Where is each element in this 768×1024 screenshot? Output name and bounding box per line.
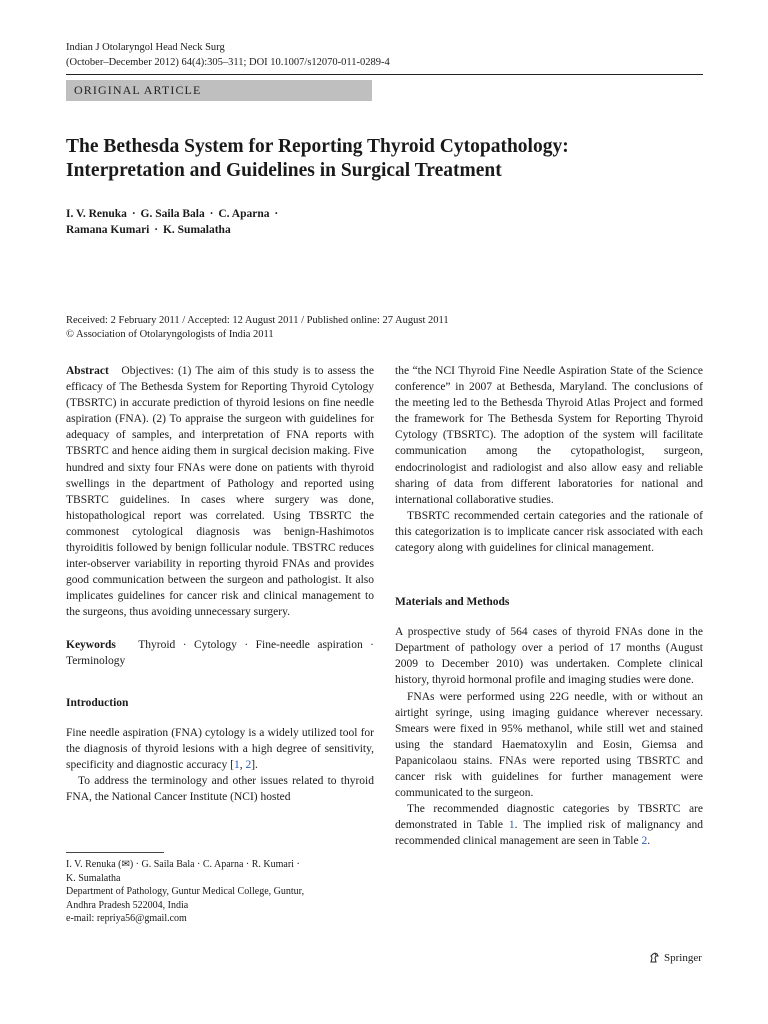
footnote-authors-line-2: K. Sumalatha — [66, 872, 121, 884]
methods-paragraph-2: FNAs were performed using 22G needle, with or without an airtight syringe, using imaging guidance wherever necessary. Smears were fixed in 95% methanol, while still wet and stained using the standard Haematoxylin and Eosin, Giemsa and Papanicolaou stains. FNAs were reported using TBSRTC and cancer risk with guidelines for further management were communicated to the surgeon. — [395, 690, 703, 800]
author-list: I. V. Renuka · G. Saila Bala · C. Aparna · Ramana Kumari · K. Sumalatha — [66, 208, 279, 236]
journal-citation: (October–December 2012) 64(4):305–311; DOI 10.1007/s12070-011-0289-4 — [66, 57, 390, 68]
footnote-divider — [66, 852, 164, 853]
introduction-paragraph-1: Fine needle aspiration (FNA) cytology is a widely utilized tool for the diagnosis of thyroid lesions with a high degree of sensitivity, specificity and diagnostic accuracy [1, 2]. — [66, 726, 374, 771]
publisher-name: Springer — [664, 951, 702, 964]
article-type-bar — [66, 80, 372, 101]
keywords-paragraph — [66, 637, 374, 669]
author-affiliation-footnote — [66, 858, 374, 926]
author-name: C. Aparna — [218, 208, 270, 220]
right-column — [395, 363, 703, 849]
header-divider — [66, 74, 703, 75]
article-title-line-2: Interpretation and Guidelines in Surgical Treatment — [66, 160, 502, 181]
springer-horse-icon — [648, 951, 661, 964]
article-history — [66, 314, 703, 342]
publisher-logo — [648, 951, 702, 964]
author-name: I. V. Renuka — [66, 208, 127, 220]
footnote-email[interactable]: e-mail: repriya56@gmail.com — [66, 913, 187, 924]
abstract-paragraph — [66, 363, 374, 621]
introduction-paragraph-2-part-2: the “the NCI Thyroid Fine Needle Aspiration State of the Science conference” in 2007 at Bethesda, Maryland. The conclusions of the meeting led to the Bethesda Thyroid Atlas Project and formed the framework for The Bethesda System for Reporting Thyroid Cytology (TBSRTC). The adoption of the system will facilitate communication among the cytopathologist, surgeon, endocrinologist and radiologist and also allow easy and reliable sharing of data from different laboratories for national and international collaborative studies. — [395, 365, 703, 506]
abstract-text: Objectives: (1) The aim of this study is to assess the efficacy of The Bethesda System for Reporting Thyroid Cytology (TBSRTC) in accurate prediction of thyroid lesions on fine needle aspiration (FNA). (2) To appraise the surgeon with guidelines for adequacy of samples, and interpretation of FNA reports with TBSRTC and hence aiding them in surgical decision making. Five hundred and sixty four FNAs were done on patients with thyroid swellings in the department of Pathology and reported using TBSRTC guidelines. In cases where surgery was done, histopathological report was correlated. Using TBSRTC the commonest cytological diagnosis was benign-Hashimotos thyroiditis followed by benign follicular nodule. TBSTRC reduces inter-observer variability in reporting thyroid FNAs and provides good communication between the surgeon and pathologist. It also implicates guidelines for cancer risk and clinical management to the surgeons, thus avoiding unnecessary surgery. — [66, 365, 375, 619]
table-link[interactable]: 1 — [508, 819, 515, 832]
copyright-notice: © Association of Otolaryngologists of India 2011 — [66, 329, 274, 340]
introduction-paragraph-3: TBSRTC recommended certain categories and the rationale of this categorization is to implicate cancer risk associated with each category along with guidelines for clinical management. — [395, 509, 703, 555]
methods-paragraph-3: The recommended diagnostic categories by TBSRTC are demonstrated in Table 1. The implied risk of malignancy and recommended clinical management are seen in Table 2. — [395, 803, 703, 848]
introduction-heading: Introduction — [66, 696, 129, 709]
left-column — [66, 363, 374, 805]
article-type-label: ORIGINAL ARTICLE — [74, 83, 202, 97]
article-title — [66, 135, 686, 183]
keywords-text: Thyroid · Cytology · Fine-needle aspiration · Terminology — [66, 638, 374, 667]
author-name: Ramana Kumari — [66, 224, 150, 236]
footnote-authors-line-1: I. V. Renuka (✉) · G. Saila Bala · C. Aparna · R. Kumari · — [66, 859, 300, 870]
citation-link[interactable]: 1 — [233, 758, 240, 771]
footnote-department: Department of Pathology, Guntur Medical College, Guntur, — [66, 886, 305, 897]
introduction-paragraph-2-continued — [395, 363, 703, 508]
methods-paragraph-1: A prospective study of 564 cases of thyroid FNAs done in the Department of pathology over a period of 17 months (August 2009 to December 2010) was undertaken. Complete clinical history, thyroid hormonal profile and imaging studies were done. — [395, 626, 703, 687]
footnote-address: Andhra Pradesh 522004, India — [66, 899, 189, 911]
journal-name: Indian J Otolaryngol Head Neck Surg — [66, 42, 225, 53]
author-name: K. Sumalatha — [162, 224, 231, 236]
table-link[interactable]: 2 — [641, 835, 648, 848]
introduction-paragraph-2-part-1: To address the terminology and other issues related to thyroid FNA, the National Cancer Institute (NCI) hosted — [66, 774, 374, 804]
keywords-label: Keywords — [66, 638, 116, 651]
introduction-paragraph-2-start — [66, 773, 374, 805]
journal-header — [66, 40, 390, 70]
history-dates: Received: 2 February 2011 / Accepted: 12 August 2011 / Published online: 27 August 2011 — [66, 315, 449, 326]
abstract-label: Abstract — [66, 365, 109, 377]
citation-link[interactable]: 2 — [245, 758, 252, 771]
author-name: G. Saila Bala — [140, 208, 205, 220]
methods-heading: Materials and Methods — [395, 596, 510, 609]
article-title-line-1: The Bethesda System for Reporting Thyroid Cytopathology: — [66, 136, 569, 157]
